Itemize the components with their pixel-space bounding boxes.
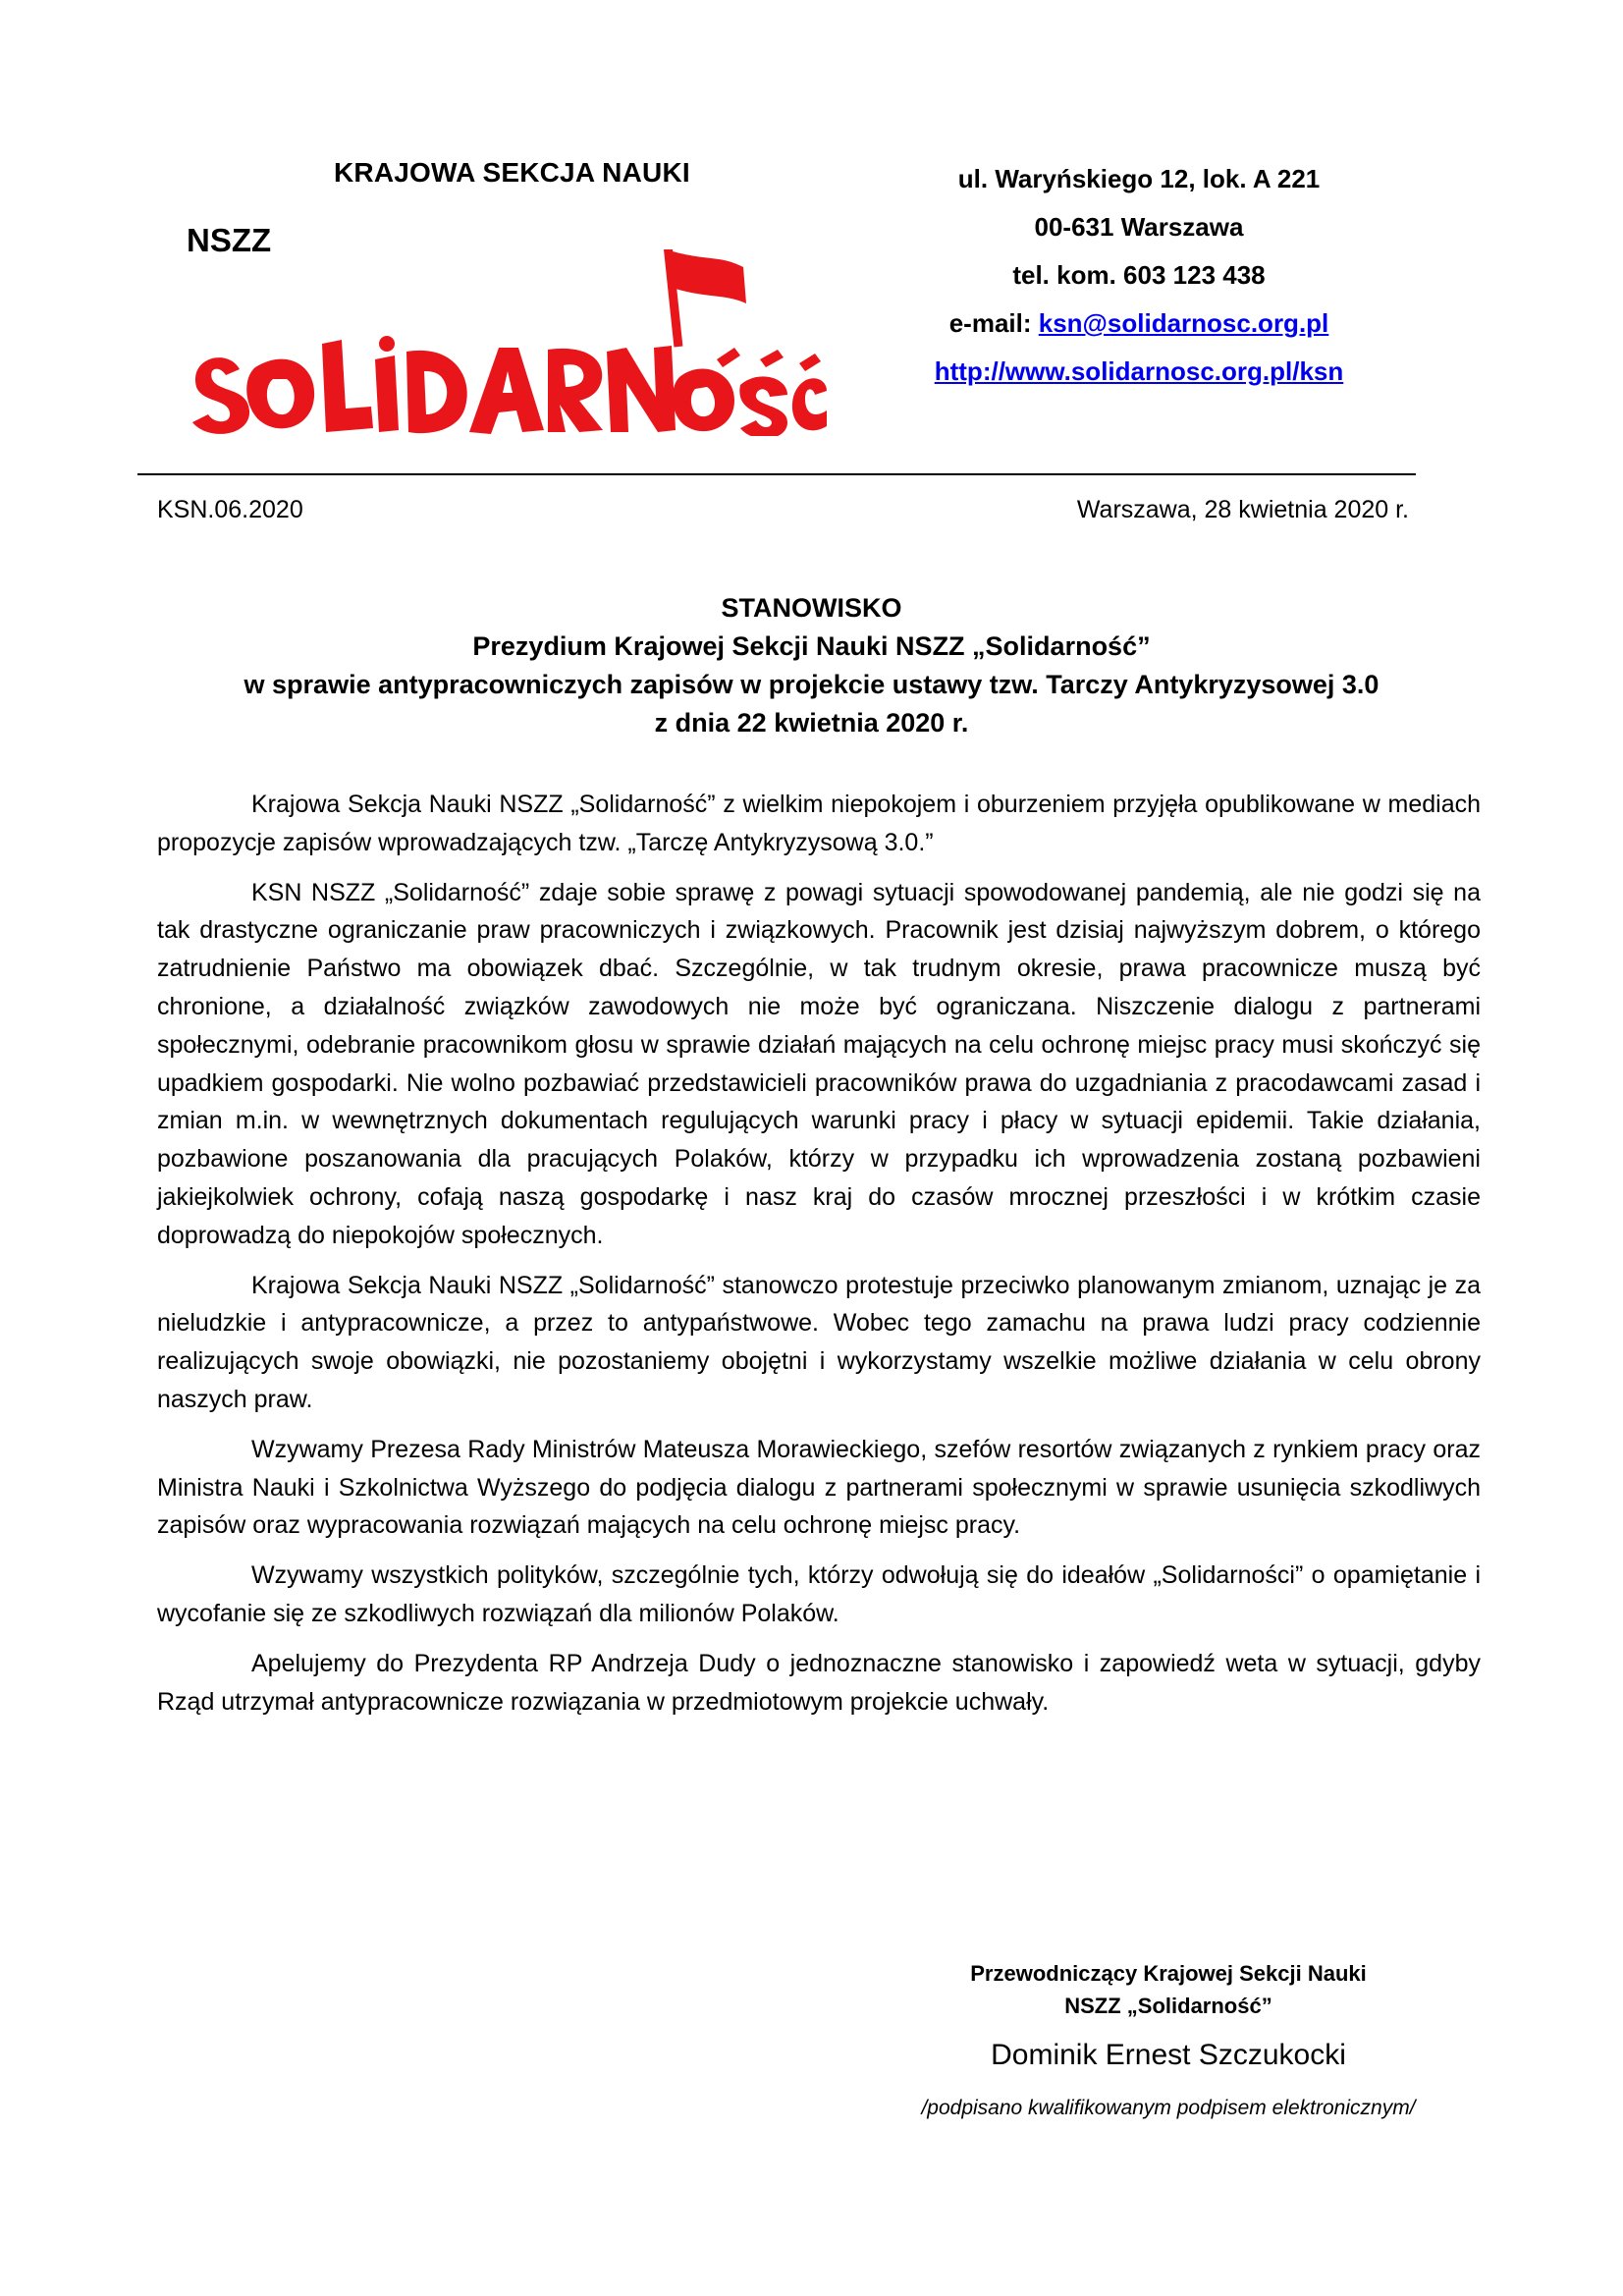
email-link[interactable]: ksn@solidarnosc.org.pl xyxy=(1038,308,1329,338)
signature-block xyxy=(864,1957,1473,2077)
document-reference: KSN.06.2020 xyxy=(157,496,303,523)
logo-prefix: NSZZ xyxy=(187,222,272,258)
document-date: Warszawa, 28 kwietnia 2020 r. xyxy=(1076,496,1409,523)
signatory-name: Dominik Ernest Szczukocki xyxy=(991,2039,1346,2071)
signatory-role-line1: Przewodniczący Krajowej Sekcji Nauki xyxy=(970,1961,1367,1986)
signatory-role-line2: NSZZ „Solidarność” xyxy=(1064,1994,1272,2018)
body-paragraph: KSN NSZZ „Solidarność” zdaje sobie sprawę z powagi sytuacji spowodowanej pandemią, ale nie godzi się na tak drastyczne ograniczanie praw pracowniczych i związkowych. Pracownik jest dzisiaj najwyższym dobrem, o którego zatrudnienie Państwo ma obowiązek dbać. Szczególnie, w tak trudnym okresie, prawa pracownicze muszą być chronione, a działalność związków zawodowych nie może być ograniczana. Niszczenie dialogu z partnerami społecznymi, odebranie pracownikom głosu w sprawie działań mających na celu ochronę miejsc pracy musi skończyć się upadkiem gospodarki. Nie wolno pozbawiać przedstawicieli pracowników prawa do uzgadniania z pracodawcami zasad i zmian m.in. w wewnętrznych dokumentach regulujących warunki pracy i płacy w sytuacji epidemii. Takie działania, pozbawione poszanowania dla pracujących Polaków, którzy w przypadku ich wprowadzenia zostaną pozbawieni jakiejkolwiek ochrony, cofają naszą gospodarkę i nasz kraj do czasów mrocznej przeszłości i w krótkim czasie doprowadzą do niepokojów społecznych. xyxy=(157,878,1481,1249)
title-line4: z dnia 22 kwietnia 2020 r. xyxy=(654,708,969,738)
body-paragraph: Krajowa Sekcja Nauki NSZZ „Solidarność” stanowczo protestuje przeciwko planowanym zmianom, uznając je za nieludzkie i antypracownicze, a przez to antypaństwowe. Wobec tego zamachu na prawa ludzi pracy codziennie realizujących swoje obowiązki, nie pozostaniemy obojętni i wykorzystamy wszelkie możliwe działania w celu obrony naszych praw. xyxy=(157,1271,1481,1413)
title-line1: STANOWISKO xyxy=(721,593,902,623)
address-line2: 00-631 Warszawa xyxy=(1034,212,1244,242)
title-line3: w sprawie antypracowniczych zapisów w projekcie ustawy tzw. Tarczy Antykryzysowej 3.0 xyxy=(243,670,1380,699)
address-line1: ul. Waryńskiego 12, lok. A 221 xyxy=(957,164,1321,193)
solidarnosc-logo xyxy=(179,249,827,436)
phone-number: tel. kom. 603 123 438 xyxy=(1012,260,1266,290)
website-link[interactable]: http://www.solidarnosc.org.pl/ksn xyxy=(934,356,1344,386)
document-body xyxy=(157,786,1481,1732)
website-line xyxy=(864,348,1414,396)
body-paragraph: Krajowa Sekcja Nauki NSZZ „Solidarność” z wielkim niepokojem i oburzeniem przyjęła opublikowane w mediach propozycje zapisów wprowadzających tzw. „Tarczę Antykryzysową 3.0.” xyxy=(157,791,1481,856)
organization-name: KRAJOWA SEKCJA NAUKI xyxy=(334,157,690,188)
body-paragraph: Wzywamy Prezesa Rady Ministrów Mateusza Morawieckiego, szefów resortów związanych z rynkiem pracy oraz Ministra Nauki i Szkolnictwa Wyższego do podjęcia dialogu z partnerami społecznymi w sprawie usunięcia szkodliwych zapisów oraz wypracowania rozwiązań mających na celu ochronę miejsc pracy. xyxy=(157,1435,1481,1540)
email-label: e-mail: xyxy=(948,308,1039,338)
electronic-signature-note: /podpisano kwalifikowanym podpisem elektronicznym/ xyxy=(921,2097,1416,2119)
header-divider xyxy=(137,473,1416,475)
email-line xyxy=(864,300,1414,348)
contact-block xyxy=(864,155,1414,396)
title-line2: Prezydium Krajowej Sekcji Nauki NSZZ „Solidarność” xyxy=(472,631,1151,661)
body-paragraph: Wzywamy wszystkich polityków, szczególnie tych, którzy odwołują się do ideałów „Solidarności” o opamiętanie i wycofanie się ze szkodliwych rozwiązań dla milionów Polaków. xyxy=(157,1561,1481,1627)
body-paragraph: Apelujemy do Prezydenta RP Andrzeja Dudy o jednoznaczne stanowisko i zapowiedź weta w sytuacji, gdyby Rząd utrzymał antypracownicze rozwiązania w przedmiotowym projekcie uchwały. xyxy=(157,1649,1481,1716)
document-title xyxy=(118,589,1505,742)
